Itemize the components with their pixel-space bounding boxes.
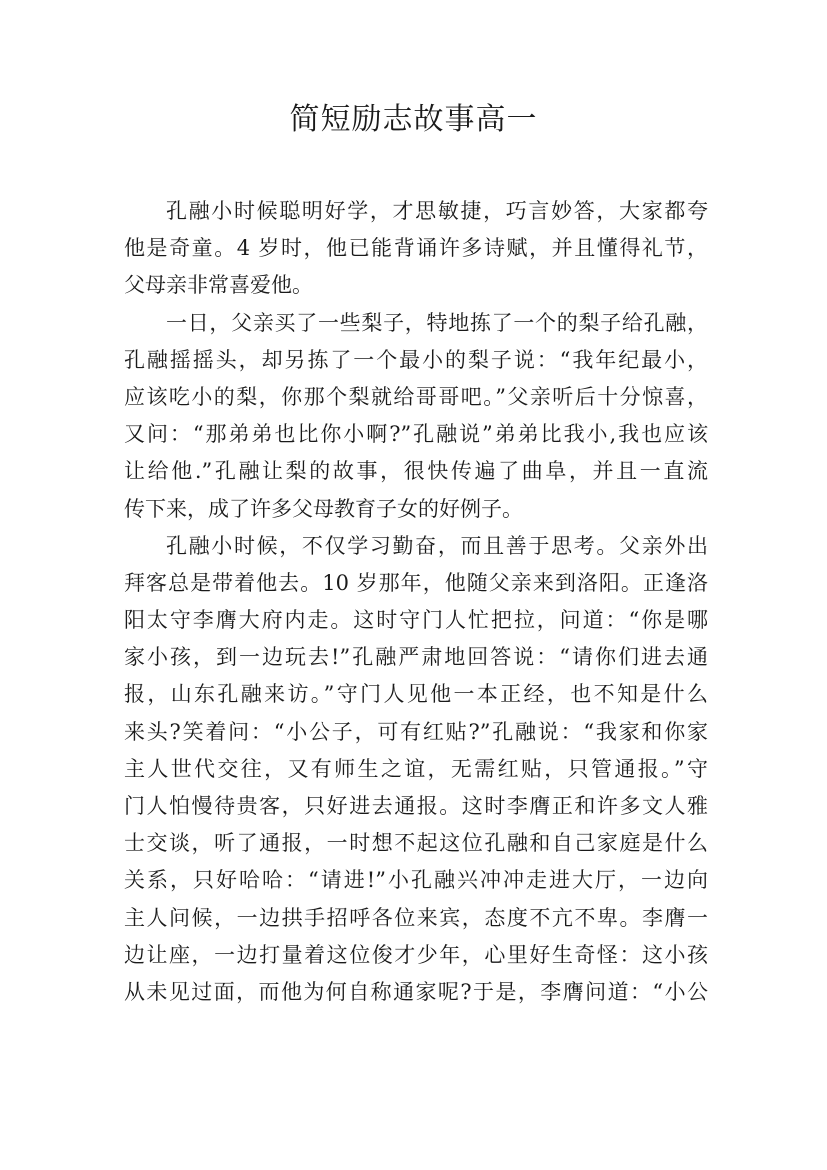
text-line: 孔融小时候，不仅学习勤奋，而且善于思考。父亲外出	[166, 533, 708, 558]
text-line: 主人问候，一边拱手招呼各位来宾，态度不亢不卑。李膺一	[124, 905, 708, 930]
document-title: 简短励志故事高一	[289, 102, 538, 137]
text-line: 让给他.”孔融让梨的故事，很快传遍了曲阜，并且一直流	[124, 459, 708, 484]
text-line: 边让座，一边打量着这位俊才少年，心里好生奇怪：这小孩	[124, 942, 708, 967]
text-line: 士交谈，听了通报，一时想不起这位孔融和自己家庭是什么	[124, 831, 708, 856]
text-line: 来头?笑着问：“小公子，可有红贴?”孔融说：“我家和你家	[124, 719, 708, 744]
text-line: 应该吃小的梨，你那个梨就给哥哥吧。”父亲听后十分惊喜，	[124, 384, 708, 409]
text-line: 一日，父亲买了一些梨子，特地拣了一个的梨子给孔融，	[166, 310, 708, 335]
text-line: 主人世代交往，又有师生之谊，无需红贴，只管通报。”守	[124, 756, 708, 781]
text-line: 从未见过面，而他为何自称通家呢?于是，李膺问道：“小公	[124, 979, 708, 1004]
text-line: 拜客总是带着他去。10 岁那年，他随父亲来到洛阳。正逢洛	[124, 570, 708, 595]
text-line: 他是奇童。4 岁时，他已能背诵许多诗赋，并且懂得礼节，	[124, 236, 708, 261]
text-line: 父母亲非常喜爱他。	[124, 273, 313, 298]
document-body	[124, 193, 708, 1011]
text-line: 孔融小时候聪明好学，才思敏捷，巧言妙答，大家都夸	[166, 199, 708, 223]
text-line: 关系，只好哈哈：“请进!”小孔融兴冲冲走进大厅，一边向	[124, 868, 708, 893]
text-line: 又问：“那弟弟也比你小啊?”孔融说”弟弟比我小,我也应该	[124, 422, 708, 447]
text-line: 门人怕慢待贵客，只好进去通报。这时李膺正和许多文人雅	[124, 794, 708, 818]
text-line: 孔融摇摇头，却另拣了一个最小的梨子说：“我年纪最小，	[124, 347, 708, 372]
text-line: 阳太守李膺大府内走。这时守门人忙把拉，问道：“你是哪	[124, 608, 708, 633]
text-line: 报，山东孔融来访。”守门人见他一本正经，也不知是什么	[124, 682, 708, 707]
text-line: 传下来，成了许多父母教育子女的好例子。	[124, 496, 523, 521]
text-line: 家小孩，到一边玩去!”孔融严肃地回答说：“请你们进去通	[124, 645, 708, 670]
